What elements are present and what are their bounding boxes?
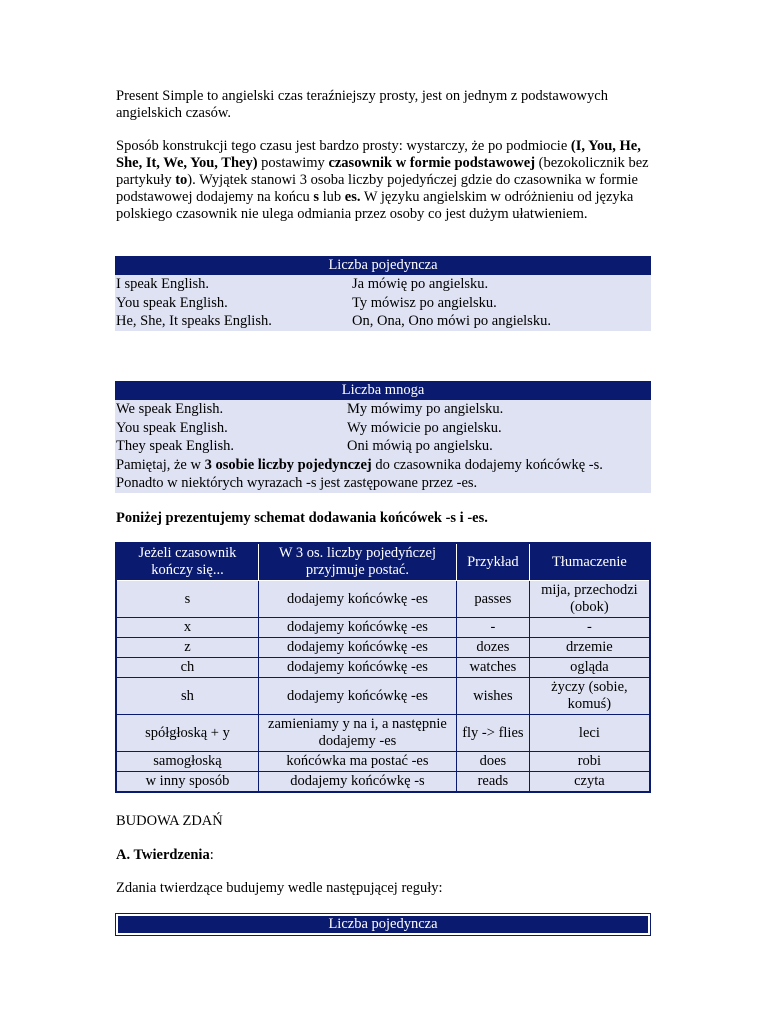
translation-cell: leci: [529, 715, 650, 752]
p2-text: W języku angielskim w odróżnieniu od języka polskiego czasownik nie ulega odmiania przez osoby co jest dużym ułatwieniem.: [116, 189, 634, 222]
table-row: [116, 638, 650, 658]
translation-cell: ogląda: [529, 658, 650, 678]
example-cell: dozes: [456, 638, 529, 658]
ending-cell: s: [116, 581, 258, 618]
example-cell: reads: [456, 772, 529, 792]
singular-table-header: Liczba pojedyncza: [115, 256, 651, 275]
table-row: [116, 678, 650, 715]
example-cell: -: [456, 618, 529, 638]
p2-text: (bezokolicznik bez partykuły: [116, 155, 649, 188]
header-cell: W 3 os. liczby pojedyńczej przyjmuje postać.: [258, 543, 456, 581]
rule-cell: końcówka ma postać -es: [258, 752, 456, 772]
schema-heading: Poniżej prezentujemy schemat dodawania końcówek -s i -es.: [116, 510, 488, 526]
example-cell: passes: [456, 581, 529, 618]
english-sentence: You speak English.: [116, 294, 228, 311]
rule-cell: dodajemy końcówkę -es: [258, 581, 456, 618]
p2-subjects: (I, You, He, She, It, We, You, They): [116, 138, 641, 171]
ending-cell: samogłoską: [116, 752, 258, 772]
english-sentence: He, She, It speaks English.: [116, 313, 272, 329]
table-row: [115, 437, 651, 456]
ending-cell: w inny sposób: [116, 772, 258, 792]
note-bold: 3 osobie liczby pojedynczej: [204, 456, 372, 473]
rule-cell: dodajemy końcówkę -es: [258, 618, 456, 638]
note-text: Pamiętaj, że w: [116, 456, 205, 473]
endings-table: [115, 542, 651, 793]
ending-cell: ch: [116, 658, 258, 678]
section-heading-budowa: BUDOWA ZDAŃ: [116, 813, 223, 829]
section-heading-a: [116, 847, 656, 864]
translation-cell: życzy (sobie, komuś): [529, 678, 650, 715]
header-cell: Przykład: [456, 543, 529, 581]
intro-paragraph-2: [116, 138, 656, 223]
table-row: [115, 275, 651, 294]
ending-cell: sh: [116, 678, 258, 715]
polish-sentence: On, Ona, Ono mówi po angielsku.: [352, 313, 551, 329]
p2-text: lub: [318, 189, 345, 205]
table-row: [115, 294, 651, 313]
p2-text: postawimy: [257, 155, 329, 171]
example-cell: watches: [456, 658, 529, 678]
example-cell: does: [456, 752, 529, 772]
singular-table: [115, 256, 651, 331]
table-row: [115, 419, 651, 438]
rule-cell: dodajemy końcówkę -s: [258, 772, 456, 792]
table-row: [116, 581, 650, 618]
rule-cell: dodajemy końcówkę -es: [258, 678, 456, 715]
table-row: [116, 618, 650, 638]
endings-table-header-row: [116, 543, 650, 581]
note-text: do czasownika dodajemy końcówkę -s.: [371, 456, 603, 473]
polish-sentence: Wy mówicie po angielsku.: [347, 419, 502, 436]
translation-cell: mija, przechodzi (obok): [529, 581, 650, 618]
translation-cell: czyta: [529, 772, 650, 792]
intro-paragraph-1: Present Simple to angielski czas teraźniejszy prosty, jest on jednym z podstawowych angielskich czasów.: [116, 88, 608, 121]
section-a-colon: :: [209, 847, 214, 863]
table-row: [116, 658, 650, 678]
polish-sentence: Ty mówisz po angielsku.: [352, 294, 497, 311]
table-row: [116, 715, 650, 752]
table-row: [116, 752, 650, 772]
table-row: [115, 312, 651, 331]
plural-table-note: [115, 456, 651, 493]
translation-cell: -: [529, 618, 650, 638]
p2-text: ). Wyjątek stanowi 3 osoba liczby pojedyńczej gdzie do czasownika w formie podstawowej dodajemy na końcu: [116, 172, 638, 205]
p2-to: to: [175, 172, 188, 188]
p2-s: s: [313, 189, 319, 205]
polish-sentence: Ja mówię po angielsku.: [352, 276, 489, 292]
english-sentence: They speak English.: [116, 438, 234, 454]
polish-sentence: My mówimy po angielsku.: [347, 401, 504, 417]
translation-cell: robi: [529, 752, 650, 772]
p2-text: Sposób konstrukcji tego czasu jest bardzo prosty: wystarczy, że po podmiocie: [116, 138, 571, 154]
plural-table: [115, 381, 651, 493]
rule-cell: dodajemy końcówkę -es: [258, 638, 456, 658]
translation-cell: drzemie: [529, 638, 650, 658]
ending-cell: x: [116, 618, 258, 638]
note-text: Ponadto w niektórych wyrazach -s jest zastępowane przez -es.: [116, 475, 478, 491]
rule-text: Zdania twierdzące budujemy wedle następującej reguły:: [116, 880, 443, 896]
polish-sentence: Oni mówią po angielsku.: [347, 438, 493, 454]
example-cell: fly -> flies: [456, 715, 529, 752]
header-cell: Jeżeli czasownik kończy się...: [116, 543, 258, 581]
rule-cell: dodajemy końcówkę -es: [258, 658, 456, 678]
singular-table-header-2: Liczba pojedyncza: [115, 913, 651, 936]
ending-cell: spółgłoską + y: [116, 715, 258, 752]
section-a-title: A. Twierdzenia: [116, 847, 210, 863]
table-row: [115, 400, 651, 419]
header-cell: Tłumaczenie: [529, 543, 650, 581]
example-cell: wishes: [456, 678, 529, 715]
plural-table-header: Liczba mnoga: [115, 381, 651, 400]
rule-cell: zamieniamy y na i, a następnie dodajemy -es: [258, 715, 456, 752]
english-sentence: We speak English.: [116, 401, 224, 417]
english-sentence: You speak English.: [116, 419, 228, 436]
ending-cell: z: [116, 638, 258, 658]
p2-es: es.: [344, 189, 361, 205]
p2-base-verb: czasownik w formie podstawowej: [328, 155, 536, 171]
english-sentence: I speak English.: [116, 276, 210, 292]
table-row: [116, 772, 650, 792]
